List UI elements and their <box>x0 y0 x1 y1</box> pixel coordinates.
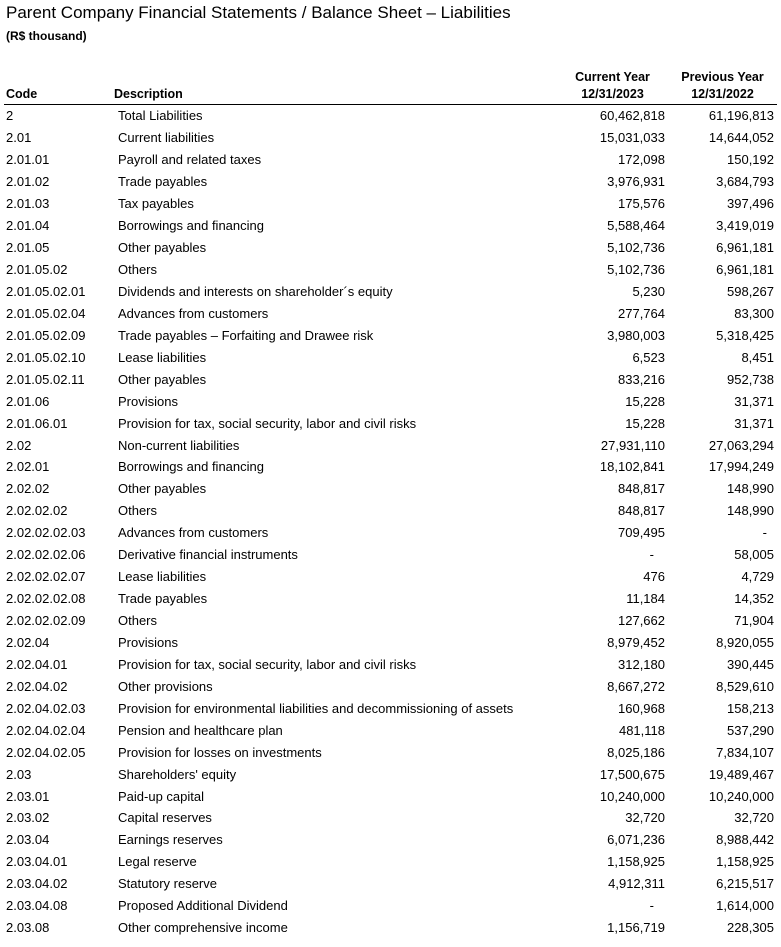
row-description: Lease liabilities <box>118 349 207 365</box>
row-code: 2.01.05.02 <box>6 262 68 278</box>
row-current-year-value: 3,976,931 <box>607 174 665 190</box>
row-code: 2.01.01 <box>6 152 50 168</box>
row-code: 2.03.04.01 <box>6 854 68 870</box>
row-code: 2.03.04.02 <box>6 876 68 892</box>
row-current-year-value: 11,184 <box>626 591 665 607</box>
row-code: 2.01.05.02.10 <box>6 349 86 365</box>
row-previous-year-value: 150,192 <box>727 152 774 168</box>
row-description: Non-current liabilities <box>118 437 240 453</box>
row-current-year-value: 15,228 <box>625 393 665 409</box>
row-description: Statutory reserve <box>118 876 217 892</box>
row-code: 2.01.02 <box>6 174 50 190</box>
row-description: Lease liabilities <box>118 569 207 585</box>
row-code: 2.01.05 <box>6 240 50 256</box>
row-previous-year-value: 1,158,925 <box>716 854 774 870</box>
table-row <box>4 259 777 281</box>
row-description: Other payables <box>118 240 207 256</box>
row-current-year-value: 6,071,236 <box>607 832 665 848</box>
row-description: Provisions <box>118 634 178 650</box>
row-description: Capital reserves <box>118 810 212 826</box>
row-description: Others <box>118 262 158 278</box>
row-current-year-value: 175,576 <box>618 196 665 212</box>
table-row <box>4 588 777 610</box>
table-row <box>4 807 777 829</box>
table-row <box>4 500 777 522</box>
header-current-year-label: Current Year <box>575 70 650 84</box>
table-row <box>4 478 777 500</box>
row-previous-year-value: 58,005 <box>734 547 774 563</box>
row-current-year-value: 4,912,311 <box>608 876 665 892</box>
row-code: 2.03.04.08 <box>6 898 68 914</box>
row-description: Other payables <box>118 371 207 387</box>
table-row <box>4 917 777 939</box>
row-current-year-value: 127,662 <box>618 613 665 629</box>
table-row <box>4 302 777 324</box>
row-code: 2.01.05.02.09 <box>6 327 86 343</box>
row-description: Other provisions <box>118 678 213 694</box>
row-previous-year-value: 8,920,055 <box>716 634 774 650</box>
table-row <box>4 346 777 368</box>
table-row <box>4 851 777 873</box>
row-description: Paid-up capital <box>118 788 204 804</box>
row-code: 2.01.05.02.04 <box>6 305 86 321</box>
row-previous-year-value: 1,614,000 <box>716 898 774 914</box>
header-previous-year <box>668 69 777 105</box>
table-row <box>4 785 777 807</box>
row-description: Shareholders' equity <box>118 766 237 782</box>
header-description: Description <box>112 69 557 105</box>
table-row <box>4 237 777 259</box>
header-previous-year-date: 12/31/2022 <box>691 87 754 101</box>
header-current-year-date: 12/31/2023 <box>581 87 644 101</box>
header-code: Code <box>4 69 112 105</box>
row-description: Others <box>118 503 158 519</box>
table-row <box>4 697 777 719</box>
row-code: 2.02.04.02 <box>6 678 68 694</box>
row-current-year-value: 15,031,033 <box>599 130 665 146</box>
row-current-year-value: 18,102,841 <box>599 459 665 475</box>
table-row <box>4 105 777 127</box>
row-previous-year-value: 31,371 <box>734 415 774 431</box>
table-row <box>4 544 777 566</box>
row-previous-year-value: 3,419,019 <box>716 218 774 234</box>
row-current-year-value: 17,500,675 <box>599 766 665 782</box>
row-description: Payroll and related taxes <box>118 152 262 168</box>
row-current-year-value: 848,817 <box>618 503 665 519</box>
row-code: 2.02.04 <box>6 634 50 650</box>
row-current-year-value: 8,025,186 <box>607 744 665 760</box>
table-row <box>4 127 777 149</box>
row-current-year-value: 709,495 <box>618 525 665 541</box>
row-code: 2.03.01 <box>6 788 50 804</box>
row-previous-year-value: 27,063,294 <box>708 437 774 453</box>
row-current-year-value: 160,968 <box>618 700 665 716</box>
row-current-year-value: 481,118 <box>618 722 665 738</box>
row-code: 2.03 <box>6 766 32 782</box>
row-description: Pension and healthcare plan <box>118 722 283 738</box>
row-previous-year-value: 10,240,000 <box>708 788 774 804</box>
row-previous-year-value: 4,729 <box>741 569 774 585</box>
table-row <box>4 434 777 456</box>
row-code: 2.02.02.02.09 <box>6 613 86 629</box>
row-current-year-value: 32,720 <box>625 810 665 826</box>
table-header <box>4 69 777 105</box>
row-code: 2.02.02.02.08 <box>6 591 86 607</box>
row-current-year-value: 27,931,110 <box>600 437 665 453</box>
row-current-year-value: 5,588,464 <box>607 218 665 234</box>
table-row <box>4 653 777 675</box>
table-row <box>4 412 777 434</box>
row-description: Earnings reserves <box>118 832 223 848</box>
row-current-year-value: - <box>649 898 654 914</box>
row-description: Provision for environmental liabilities and decommissioning of assets <box>118 700 514 716</box>
row-previous-year-value: 397,496 <box>727 196 774 212</box>
row-current-year-value: - <box>649 547 654 563</box>
row-description: Provisions <box>118 393 178 409</box>
row-code: 2.01.04 <box>6 218 50 234</box>
row-current-year-value: 15,228 <box>625 415 665 431</box>
row-code: 2.03.08 <box>6 920 50 936</box>
row-current-year-value: 60,462,818 <box>599 108 665 124</box>
liabilities-table <box>4 69 777 939</box>
row-code: 2.02.02.02.06 <box>6 547 86 563</box>
document-title: Parent Company Financial Statements / Balance Sheet – Liabilities <box>6 3 511 22</box>
table-row <box>4 895 777 917</box>
row-previous-year-value: 158,213 <box>727 700 774 716</box>
row-description: Total Liabilities <box>118 108 203 124</box>
row-current-year-value: 833,216 <box>618 371 665 387</box>
row-previous-year-value: 6,961,181 <box>716 262 774 278</box>
row-current-year-value: 1,156,719 <box>607 920 665 936</box>
row-code: 2.02.02.02.03 <box>6 525 86 541</box>
row-code: 2.02 <box>6 437 32 453</box>
table-row <box>4 566 777 588</box>
row-previous-year-value: 31,371 <box>734 393 774 409</box>
row-previous-year-value: 14,352 <box>734 591 774 607</box>
row-code: 2.02.01 <box>6 459 50 475</box>
row-previous-year-value: - <box>762 525 767 541</box>
row-description: Advances from customers <box>118 305 269 321</box>
row-code: 2.01.05.02.11 <box>6 371 85 387</box>
unit-label: (R$ thousand) <box>6 29 87 43</box>
row-current-year-value: 848,817 <box>618 481 665 497</box>
row-previous-year-value: 8,451 <box>741 349 774 365</box>
row-description: Proposed Additional Dividend <box>118 898 288 914</box>
row-current-year-value: 5,102,736 <box>607 262 665 278</box>
row-current-year-value: 5,102,736 <box>607 240 665 256</box>
table-row <box>4 763 777 785</box>
table-row <box>4 741 777 763</box>
row-current-year-value: 172,098 <box>618 152 665 168</box>
table-row <box>4 873 777 895</box>
row-previous-year-value: 5,318,425 <box>716 327 774 343</box>
row-description: Borrowings and financing <box>118 459 264 475</box>
row-previous-year-value: 61,196,813 <box>708 108 774 124</box>
row-previous-year-value: 6,961,181 <box>716 240 774 256</box>
header-current-year <box>557 69 668 105</box>
row-code: 2.02.04.02.03 <box>6 700 86 716</box>
row-code: 2.02.02 <box>6 481 50 497</box>
row-description: Advances from customers <box>118 525 269 541</box>
row-code: 2.03.04 <box>6 832 50 848</box>
row-code: 2.03.02 <box>6 810 50 826</box>
row-code: 2.02.04.02.05 <box>6 744 86 760</box>
row-current-year-value: 5,230 <box>632 283 665 299</box>
row-previous-year-value: 8,988,442 <box>716 832 774 848</box>
table-row <box>4 390 777 412</box>
row-previous-year-value: 8,529,610 <box>716 678 774 694</box>
row-code: 2 <box>6 108 14 124</box>
row-code: 2.01.03 <box>6 196 50 212</box>
row-previous-year-value: 19,489,467 <box>708 766 774 782</box>
table-row <box>4 610 777 632</box>
table-body <box>4 105 777 939</box>
row-description: Current liabilities <box>118 130 215 146</box>
table-row <box>4 522 777 544</box>
row-previous-year-value: 228,305 <box>727 920 774 936</box>
row-previous-year-value: 14,644,052 <box>708 130 774 146</box>
row-code: 2.01.05.02.01 <box>6 283 86 299</box>
row-description: Tax payables <box>118 196 194 212</box>
row-description: Dividends and interests on shareholder´s equity <box>118 283 393 299</box>
row-current-year-value: 3,980,003 <box>607 327 665 343</box>
table-row <box>4 215 777 237</box>
table-row <box>4 368 777 390</box>
row-previous-year-value: 148,990 <box>727 481 774 497</box>
table-row <box>4 632 777 654</box>
row-previous-year-value: 7,834,107 <box>716 744 774 760</box>
row-previous-year-value: 17,994,249 <box>708 459 774 475</box>
table-row <box>4 324 777 346</box>
row-previous-year-value: 390,445 <box>727 656 774 672</box>
row-code: 2.02.02.02.07 <box>6 569 86 585</box>
row-description: Other payables <box>118 481 207 497</box>
row-description: Others <box>118 613 158 629</box>
row-description: Other comprehensive income <box>118 920 288 936</box>
table-row <box>4 281 777 303</box>
row-previous-year-value: 83,300 <box>734 305 774 321</box>
table-row <box>4 193 777 215</box>
row-description: Trade payables <box>118 591 208 607</box>
row-previous-year-value: 537,290 <box>727 722 774 738</box>
row-code: 2.01.06.01 <box>6 415 68 431</box>
row-previous-year-value: 952,738 <box>727 371 774 387</box>
table-row <box>4 675 777 697</box>
row-current-year-value: 476 <box>643 569 665 585</box>
row-code: 2.01 <box>6 130 32 146</box>
row-code: 2.02.02.02 <box>6 503 68 519</box>
table-row <box>4 456 777 478</box>
row-description: Trade payables <box>118 174 208 190</box>
table-row <box>4 171 777 193</box>
row-description: Derivative financial instruments <box>118 547 298 563</box>
row-previous-year-value: 598,267 <box>727 283 774 299</box>
row-description: Provision for losses on investments <box>118 744 322 760</box>
row-previous-year-value: 71,904 <box>734 613 774 629</box>
row-description: Trade payables – Forfaiting and Drawee risk <box>118 327 374 343</box>
row-description: Legal reserve <box>118 854 197 870</box>
table-row <box>4 719 777 741</box>
row-code: 2.02.04.02.04 <box>6 722 86 738</box>
row-current-year-value: 6,523 <box>632 349 665 365</box>
row-previous-year-value: 32,720 <box>734 810 774 826</box>
row-description: Borrowings and financing <box>118 218 264 234</box>
row-code: 2.01.06 <box>6 393 50 409</box>
row-current-year-value: 8,979,452 <box>607 634 665 650</box>
row-description: Provision for tax, social security, labor and civil risks <box>118 656 417 672</box>
row-previous-year-value: 6,215,517 <box>716 876 774 892</box>
row-current-year-value: 10,240,000 <box>599 788 665 804</box>
row-current-year-value: 1,158,925 <box>607 854 665 870</box>
row-description: Provision for tax, social security, labor and civil risks <box>118 415 417 431</box>
row-current-year-value: 8,667,272 <box>607 678 665 694</box>
row-code: 2.02.04.01 <box>6 656 68 672</box>
row-current-year-value: 312,180 <box>618 656 665 672</box>
header-previous-year-label: Previous Year <box>681 70 764 84</box>
row-previous-year-value: 3,684,793 <box>716 174 774 190</box>
row-current-year-value: 277,764 <box>618 305 665 321</box>
table-row <box>4 149 777 171</box>
row-previous-year-value: 148,990 <box>727 503 774 519</box>
table-row <box>4 829 777 851</box>
